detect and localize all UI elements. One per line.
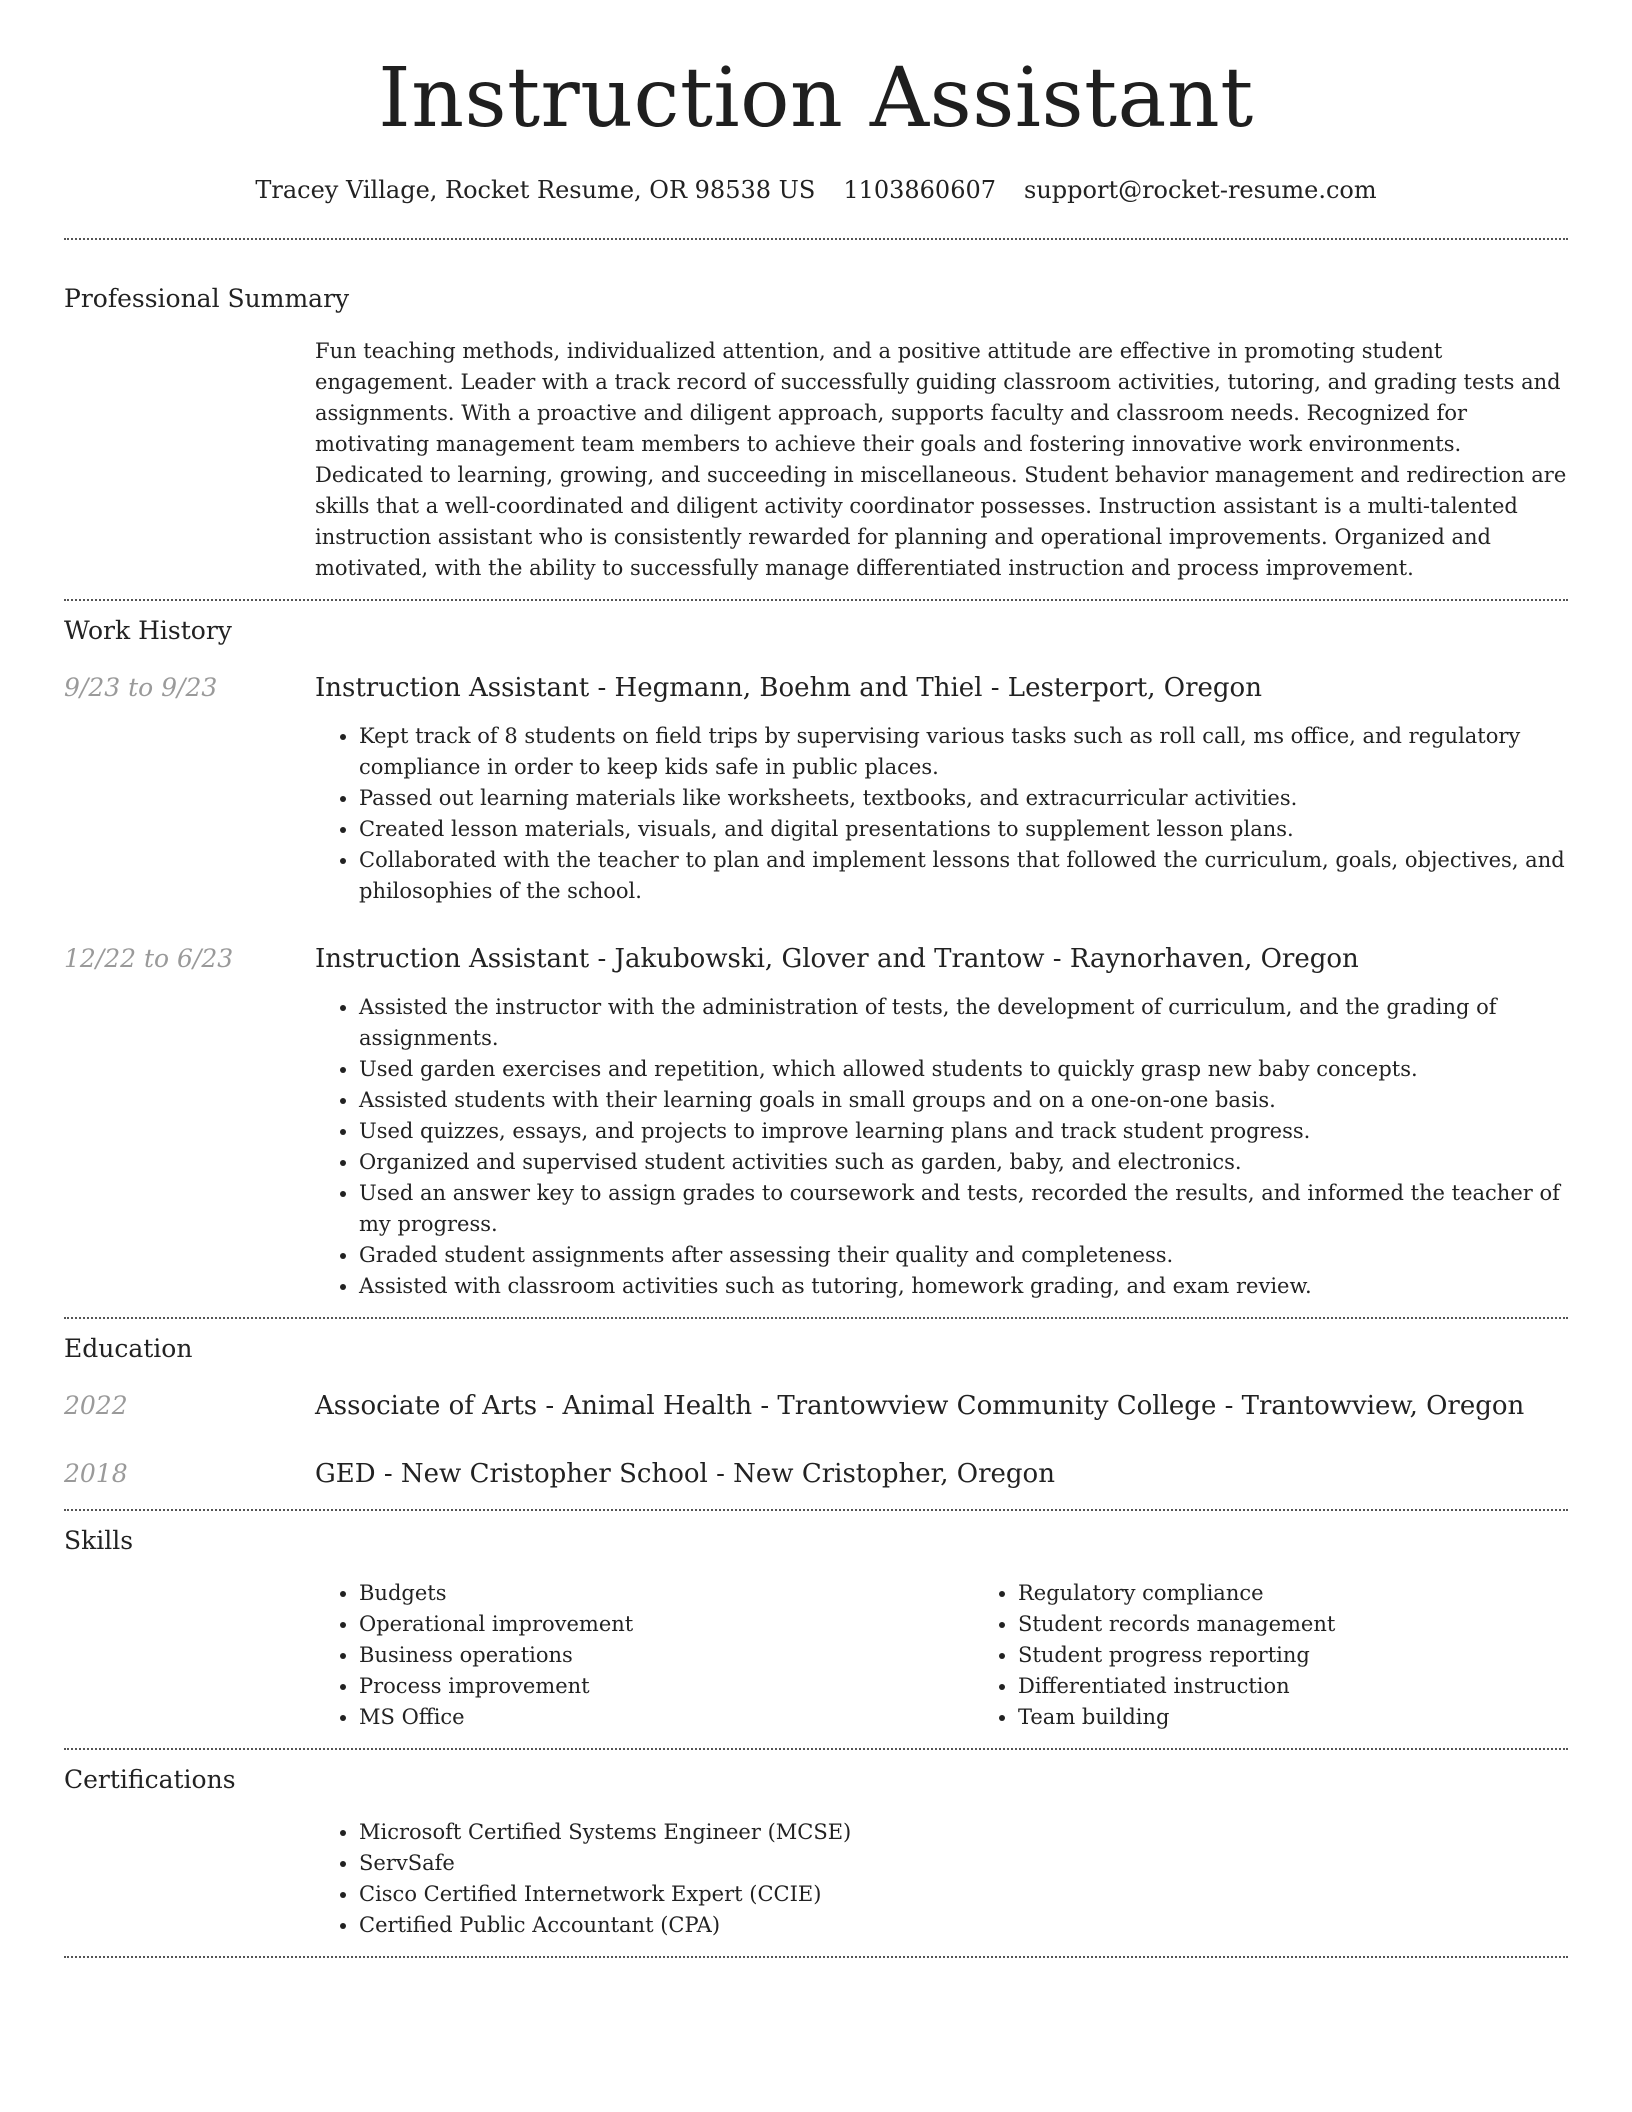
skills-list-right	[974, 1578, 1632, 1733]
skill-item: • Business operations	[359, 1640, 974, 1671]
job-bullets	[315, 992, 1568, 1302]
education-entry	[64, 1461, 1568, 1487]
list-item: • Assisted the instructor with the administration of tests, the development of curriculum, and the grading of assignments.	[359, 992, 1568, 1054]
list-item: • Graded student assignments after assessing their quality and completeness.	[359, 1240, 1568, 1271]
education-year: 2022	[64, 1391, 128, 1420]
skills-list-left	[315, 1578, 974, 1733]
certifications-list	[315, 1817, 1568, 1941]
job-heading: Instruction Assistant - Jakubowski, Glover and Trantow - Raynorhaven, Oregon	[315, 944, 1359, 974]
work-history-section	[64, 601, 1568, 1302]
job-bullets	[315, 721, 1568, 907]
skills-section	[64, 1511, 1568, 1733]
summary-text: Fun teaching methods, individualized attention, and a positive attitude are effective in promoting student engagement. Leader with a track record of successfully guiding classroom activities, tutoring, and grading tests and assignments. With a proactive and diligent approach, supports faculty and classroom needs. Recognized for motivating management team members to achieve their goals and fostering innovative work environments. Dedicated to learning, growing, and succeeding in miscellaneous. Student behavior management and redirection are skills that a well-coordinated and diligent activity coordinator possesses. Instruction assistant is a multi-talented instruction assistant who is consistently rewarded for planning and operational improvements. Organized and motivated, with the ability to successfully manage differentiated instruction and process improvement.	[315, 339, 1567, 580]
education-section	[64, 1319, 1568, 1487]
skill-item: • Budgets	[359, 1578, 974, 1609]
list-item: • Used garden exercises and repetition, which allowed students to quickly grasp new baby concepts.	[359, 1054, 1568, 1085]
certification-item: • ServSafe	[359, 1848, 1568, 1879]
skill-item: • Operational improvement	[359, 1609, 974, 1640]
skill-item: • Process improvement	[359, 1671, 974, 1702]
certification-item: • Certified Public Accountant (CPA)	[359, 1910, 1568, 1941]
skill-item: • Regulatory compliance	[1018, 1578, 1632, 1609]
skill-item: • Student progress reporting	[1018, 1640, 1632, 1671]
job-dates: 12/22 to 6/23	[64, 944, 234, 973]
list-item: • Collaborated with the teacher to plan and implement lessons that followed the curriculum, goals, objectives, and philosophies of the school.	[359, 845, 1568, 907]
skill-item: • Student records management	[1018, 1609, 1632, 1640]
job-entry	[64, 675, 1568, 907]
job-dates: 9/23 to 9/23	[64, 673, 218, 702]
resume-header	[64, 0, 1568, 202]
summary-section	[64, 240, 1568, 584]
list-item: • Passed out learning materials like worksheets, textbooks, and extracurricular activities.	[359, 783, 1568, 814]
section-divider	[64, 1956, 1568, 1958]
section-title-skills: Skills	[64, 1526, 134, 1555]
education-heading: Associate of Arts - Animal Health - Trantowview Community College - Trantowview, Oregon	[315, 1391, 1525, 1421]
list-item: • Created lesson materials, visuals, and digital presentations to supplement lesson plans.	[359, 814, 1568, 845]
contact-address: Tracey Village, Rocket Resume, OR 98538 US	[255, 176, 816, 204]
job-heading: Instruction Assistant - Hegmann, Boehm and Thiel - Lesterport, Oregon	[315, 673, 1262, 703]
education-year: 2018	[64, 1459, 128, 1488]
list-item: • Used an answer key to assign grades to coursework and tests, recorded the results, and informed the teacher of my progress.	[359, 1178, 1568, 1240]
education-entry	[64, 1393, 1568, 1419]
skill-item: • Team building	[1018, 1702, 1632, 1733]
skill-item: • MS Office	[359, 1702, 974, 1733]
skill-item: • Differentiated instruction	[1018, 1671, 1632, 1702]
candidate-name: Instruction Assistant	[378, 51, 1254, 146]
list-item: • Assisted with classroom activities such as tutoring, homework grading, and exam review.	[359, 1271, 1568, 1302]
list-item: • Kept track of 8 students on field trips by supervising various tasks such as roll call, ms office, and regulatory compliance in order to keep kids safe in public places.	[359, 721, 1568, 783]
section-title-work-history: Work History	[64, 616, 232, 645]
education-heading: GED - New Cristopher School - New Cristopher, Oregon	[315, 1459, 1055, 1489]
certifications-section	[64, 1750, 1568, 1941]
list-item: • Organized and supervised student activities such as garden, baby, and electronics.	[359, 1147, 1568, 1178]
contact-email: support@rocket-resume.com	[1024, 176, 1377, 204]
section-title-certifications: Certifications	[64, 1765, 236, 1794]
list-item: • Used quizzes, essays, and projects to improve learning plans and track student progress.	[359, 1116, 1568, 1147]
section-title-summary: Professional Summary	[64, 284, 350, 313]
list-item: • Assisted students with their learning goals in small groups and on a one-on-one basis.	[359, 1085, 1568, 1116]
contact-line	[64, 178, 1568, 202]
resume-page	[64, 0, 1568, 1958]
certification-item: • Cisco Certified Internetwork Expert (CCIE)	[359, 1879, 1568, 1910]
certification-item: • Microsoft Certified Systems Engineer (MCSE)	[359, 1817, 1568, 1848]
contact-phone: 1103860607	[843, 176, 997, 204]
job-entry	[64, 946, 1568, 1302]
section-title-education: Education	[64, 1334, 193, 1363]
